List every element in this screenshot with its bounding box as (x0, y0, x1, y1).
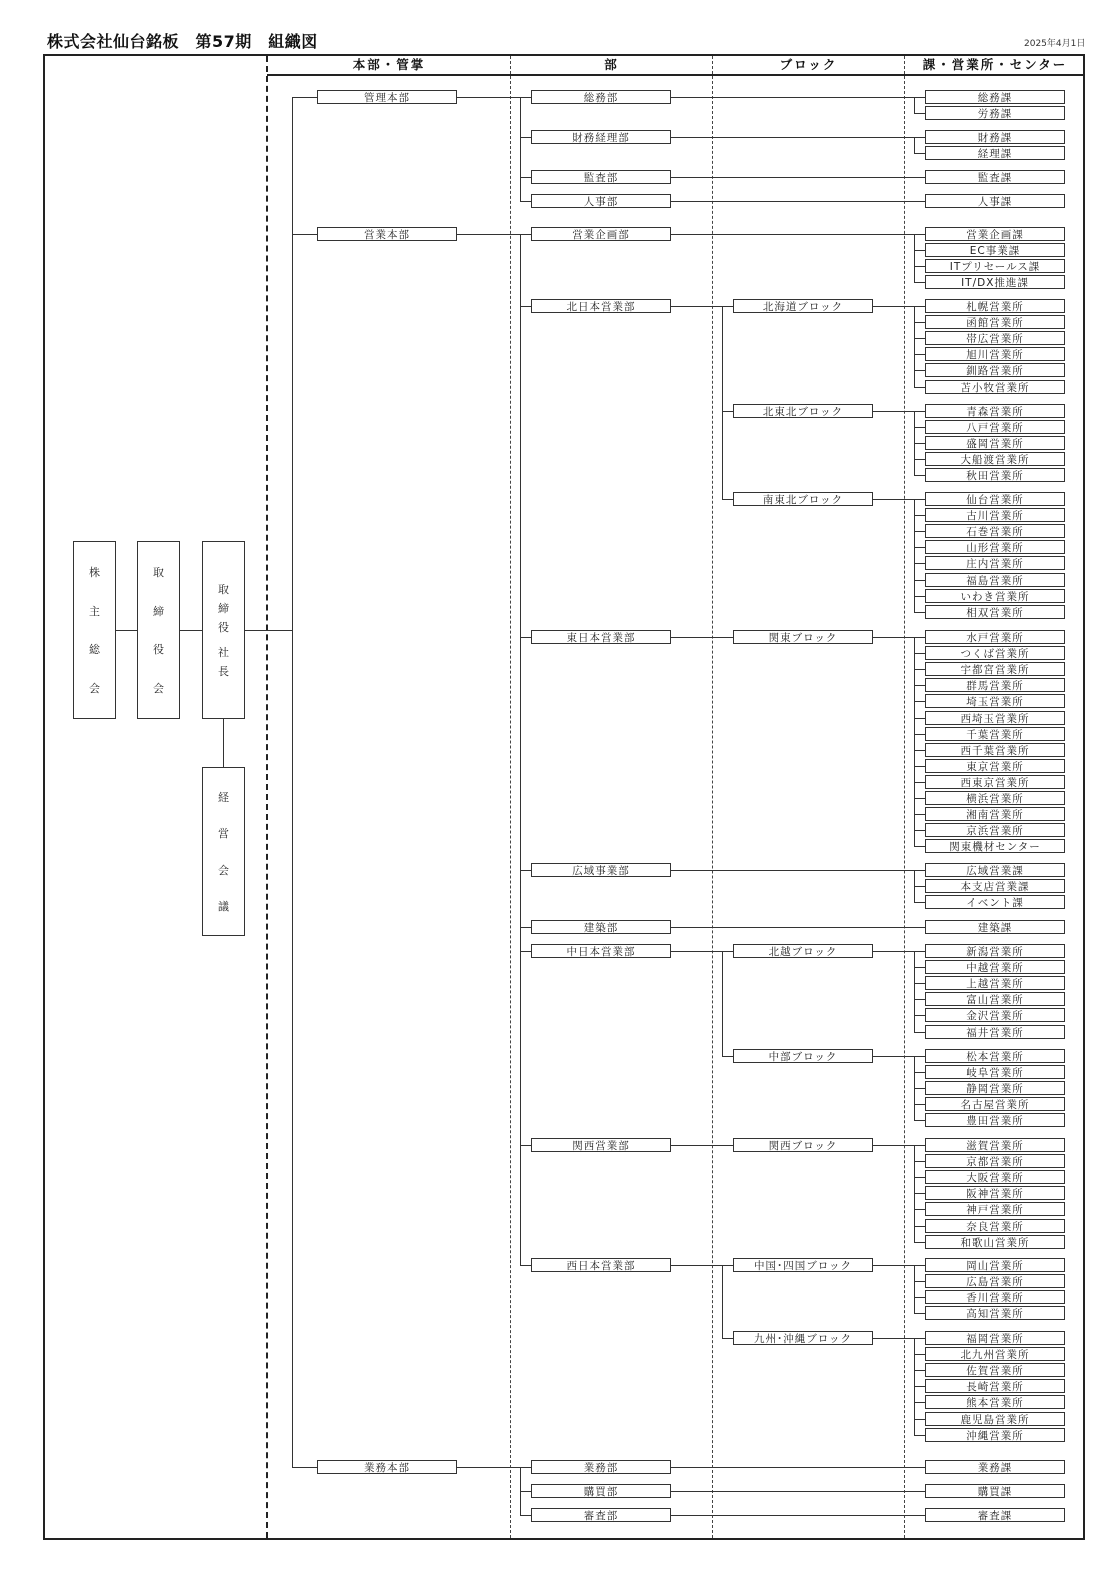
section-connector (914, 153, 925, 154)
block-box: 中国･四国ブロック (733, 1258, 873, 1272)
section-connector (914, 1209, 925, 1210)
honbu-connector (292, 97, 317, 98)
section-spine-line (914, 97, 915, 113)
section-box: 北九州営業所 (925, 1347, 1065, 1361)
section-box: 名古屋営業所 (925, 1097, 1065, 1111)
section-connector (914, 547, 925, 548)
section-box: 鹿児島営業所 (925, 1412, 1065, 1426)
to-section-line (873, 499, 925, 500)
department-box: 財務経理部 (531, 130, 671, 144)
section-connector (914, 1281, 925, 1282)
section-box: 業務課 (925, 1460, 1065, 1474)
section-connector (914, 596, 925, 597)
to-section-line (873, 637, 925, 638)
column-header-ka: 課・営業所・センター (922, 57, 1068, 72)
section-connector (914, 387, 925, 388)
section-connector (914, 685, 925, 686)
section-box: 函館営業所 (925, 315, 1065, 329)
department-box: 業務部 (531, 1460, 671, 1474)
section-box: 石巻営業所 (925, 524, 1065, 538)
column-divider-governance (266, 56, 268, 1538)
to-section-line (671, 1491, 925, 1492)
section-box: 旭川営業所 (925, 347, 1065, 361)
section-box: 東京営業所 (925, 759, 1065, 773)
section-box: 群馬営業所 (925, 678, 1065, 692)
section-connector (914, 1242, 925, 1243)
department-connector (520, 137, 531, 138)
department-to-block-line (671, 1145, 733, 1146)
section-connector (914, 718, 925, 719)
to-section-line (873, 1056, 925, 1057)
to-section-line (873, 306, 925, 307)
section-box: 京都営業所 (925, 1154, 1065, 1168)
section-box: 苫小牧営業所 (925, 380, 1065, 394)
section-box: 香川営業所 (925, 1290, 1065, 1304)
department-box: 購買部 (531, 1484, 671, 1498)
section-spine-line (914, 951, 915, 1032)
section-box: 経理課 (925, 146, 1065, 160)
section-box: 青森営業所 (925, 404, 1065, 418)
section-box: 西千葉営業所 (925, 743, 1065, 757)
section-connector (914, 1419, 925, 1420)
section-box: 松本営業所 (925, 1049, 1065, 1063)
section-connector (914, 338, 925, 339)
department-connector (520, 1491, 531, 1492)
section-box: 上越営業所 (925, 976, 1065, 990)
section-box: 岐阜営業所 (925, 1065, 1065, 1079)
block-box: 関東ブロック (733, 630, 873, 644)
section-connector (914, 266, 925, 267)
section-box: 相双営業所 (925, 605, 1065, 619)
section-box: 福井営業所 (925, 1025, 1065, 1039)
block-box: 北海道ブロック (733, 299, 873, 313)
section-box: 滋賀営業所 (925, 1138, 1065, 1152)
section-box: EC事業課 (925, 243, 1065, 257)
department-connector (520, 1467, 531, 1468)
section-box: IT/DX推進課 (925, 275, 1065, 289)
section-box: 高知営業所 (925, 1306, 1065, 1320)
section-connector (914, 782, 925, 783)
department-box: 中日本営業部 (531, 944, 671, 958)
department-box: 広域事業部 (531, 863, 671, 877)
department-spine-line (520, 97, 521, 201)
block-connector (722, 1338, 733, 1339)
section-box: 山形営業所 (925, 540, 1065, 554)
section-box: 長崎営業所 (925, 1379, 1065, 1393)
block-spine-line (722, 951, 723, 1056)
section-box: 熊本営業所 (925, 1395, 1065, 1409)
department-box: 建築部 (531, 920, 671, 934)
section-box: 豊田営業所 (925, 1113, 1065, 1127)
block-box: 関西ブロック (733, 1138, 873, 1152)
to-section-line (671, 927, 925, 928)
section-connector (914, 113, 925, 114)
page-title: 株式会社仙台銘板 第57期 組織図 (47, 32, 318, 51)
to-section-line (671, 97, 925, 98)
section-box: 帯広営業所 (925, 331, 1065, 345)
section-connector (914, 798, 925, 799)
department-box: 審査部 (531, 1508, 671, 1522)
section-connector (914, 1386, 925, 1387)
section-connector (914, 443, 925, 444)
section-box: 京浜営業所 (925, 823, 1065, 837)
section-box: 西東京営業所 (925, 775, 1065, 789)
department-to-block-line (671, 306, 733, 307)
block-box: 北越ブロック (733, 944, 873, 958)
section-box: 建築課 (925, 920, 1065, 934)
department-box: 関西営業部 (531, 1138, 671, 1152)
section-box: 営業企画課 (925, 227, 1065, 241)
honbu-spine-line (292, 97, 293, 1467)
shareholders-meeting-box: 株 主 総 会 (73, 541, 116, 719)
connector-line (245, 630, 292, 631)
board-of-directors-box: 取 締 役 会 (137, 541, 180, 719)
to-section-line (873, 1145, 925, 1146)
section-connector (914, 734, 925, 735)
section-box: 岡山営業所 (925, 1258, 1065, 1272)
section-box: 福島営業所 (925, 573, 1065, 587)
block-box: 九州･沖縄ブロック (733, 1331, 873, 1345)
section-connector (914, 475, 925, 476)
block-connector (722, 411, 733, 412)
section-connector (914, 1120, 925, 1121)
to-section-line (671, 1515, 925, 1516)
honbu-connector (292, 234, 317, 235)
section-connector (914, 830, 925, 831)
section-connector (914, 250, 925, 251)
section-box: 静岡営業所 (925, 1081, 1065, 1095)
department-spine-line (520, 234, 521, 1265)
section-connector (914, 1032, 925, 1033)
section-box: 関東機材センター (925, 839, 1065, 853)
department-box: 人事部 (531, 194, 671, 208)
section-connector (914, 459, 925, 460)
section-connector (914, 354, 925, 355)
issue-date: 2025年4月1日 (1024, 39, 1086, 49)
department-connector (520, 1515, 531, 1516)
department-connector (520, 951, 531, 952)
section-box: 横浜営業所 (925, 791, 1065, 805)
honbu-box: 管理本部 (317, 90, 457, 104)
block-connector (722, 499, 733, 500)
to-section-line (873, 411, 925, 412)
department-box: 西日本営業部 (531, 1258, 671, 1272)
section-box: 新潟営業所 (925, 944, 1065, 958)
section-box: 仙台営業所 (925, 492, 1065, 506)
section-box: ITプリセールス課 (925, 259, 1065, 273)
section-box: 八戸営業所 (925, 420, 1065, 434)
section-box: 審査課 (925, 1508, 1065, 1522)
column-divider-block (904, 56, 905, 1538)
section-box: 宇都宮営業所 (925, 662, 1065, 676)
column-header-bu: 部 (604, 57, 619, 72)
section-connector (914, 282, 925, 283)
honbu-box: 営業本部 (317, 227, 457, 241)
department-box: 営業企画部 (531, 227, 671, 241)
management-meeting-box: 経 営 会 議 (202, 767, 245, 936)
section-connector (914, 1015, 925, 1016)
to-section-line (671, 234, 925, 235)
section-box: 埼玉営業所 (925, 694, 1065, 708)
section-box: 秋田営業所 (925, 468, 1065, 482)
column-header-block: ブロック (779, 57, 838, 72)
section-connector (914, 750, 925, 751)
block-box: 北東北ブロック (733, 404, 873, 418)
department-connector (520, 97, 531, 98)
section-connector (914, 322, 925, 323)
to-section-line (671, 201, 925, 202)
section-connector (914, 653, 925, 654)
to-section-line (873, 951, 925, 952)
department-connector (520, 201, 531, 202)
department-box: 監査部 (531, 170, 671, 184)
to-section-line (671, 177, 925, 178)
section-box: 阪神営業所 (925, 1186, 1065, 1200)
section-box: 西埼玉営業所 (925, 711, 1065, 725)
section-box: 広島営業所 (925, 1274, 1065, 1288)
honbu-connector (292, 1467, 317, 1468)
section-box: イベント課 (925, 895, 1065, 909)
section-box: 本支店営業課 (925, 879, 1065, 893)
section-box: 千葉営業所 (925, 727, 1065, 741)
section-connector (914, 846, 925, 847)
section-connector (914, 1402, 925, 1403)
section-box: 人事課 (925, 194, 1065, 208)
section-connector (914, 1435, 925, 1436)
section-box: 盛岡営業所 (925, 436, 1065, 450)
to-section-line (671, 1467, 925, 1468)
section-box: 福岡営業所 (925, 1331, 1065, 1345)
department-connector (520, 637, 531, 638)
connector-line (116, 630, 137, 631)
column-header-honbu: 本部・管掌 (352, 57, 426, 72)
section-box: 釧路営業所 (925, 363, 1065, 377)
section-box: 佐賀営業所 (925, 1363, 1065, 1377)
department-to-block-line (671, 1265, 733, 1266)
section-spine-line (914, 137, 915, 153)
department-connector (520, 177, 531, 178)
section-connector (914, 531, 925, 532)
department-box: 東日本営業部 (531, 630, 671, 644)
department-to-block-line (671, 637, 733, 638)
department-connector (520, 306, 531, 307)
section-connector (914, 370, 925, 371)
section-connector (914, 1177, 925, 1178)
section-box: 沖縄営業所 (925, 1428, 1065, 1442)
block-connector (722, 1056, 733, 1057)
section-connector (914, 701, 925, 702)
section-box: 広域営業課 (925, 863, 1065, 877)
section-connector (914, 1370, 925, 1371)
department-connector (520, 234, 531, 235)
section-box: いわき営業所 (925, 589, 1065, 603)
department-box: 北日本営業部 (531, 299, 671, 313)
department-to-block-line (671, 951, 733, 952)
section-connector (914, 563, 925, 564)
section-box: 湘南営業所 (925, 807, 1065, 821)
section-connector (914, 515, 925, 516)
section-connector (914, 1354, 925, 1355)
section-box: 神戸営業所 (925, 1202, 1065, 1216)
section-spine-line (914, 306, 915, 387)
section-connector (914, 1226, 925, 1227)
section-box: 監査課 (925, 170, 1065, 184)
section-spine-line (914, 234, 915, 282)
section-connector (914, 814, 925, 815)
block-spine-line (722, 1265, 723, 1338)
president-box: 取 締 役 社 長 (202, 541, 245, 719)
department-connector (520, 927, 531, 928)
section-connector (914, 1297, 925, 1298)
section-connector (914, 669, 925, 670)
section-box: 和歌山営業所 (925, 1235, 1065, 1249)
section-connector (914, 1072, 925, 1073)
section-connector (914, 1104, 925, 1105)
to-section-line (671, 870, 925, 871)
section-connector (914, 1088, 925, 1089)
block-box: 南東北ブロック (733, 492, 873, 506)
section-connector (914, 999, 925, 1000)
section-box: 大船渡営業所 (925, 452, 1065, 466)
section-box: 金沢営業所 (925, 1008, 1065, 1022)
section-box: 財務課 (925, 130, 1065, 144)
to-section-line (873, 1265, 925, 1266)
section-box: 水戸営業所 (925, 630, 1065, 644)
section-box: 中越営業所 (925, 960, 1065, 974)
section-box: 古川営業所 (925, 508, 1065, 522)
section-connector (914, 1193, 925, 1194)
header-rule (267, 74, 1085, 76)
section-connector (914, 983, 925, 984)
department-box: 総務部 (531, 90, 671, 104)
connector-line (223, 718, 224, 767)
section-connector (914, 902, 925, 903)
section-connector (914, 886, 925, 887)
section-connector (914, 766, 925, 767)
section-connector (914, 1161, 925, 1162)
section-connector (914, 967, 925, 968)
section-connector (914, 1313, 925, 1314)
department-connector (520, 1145, 531, 1146)
section-spine-line (914, 1265, 915, 1313)
department-connector (520, 870, 531, 871)
section-box: 庄内営業所 (925, 556, 1065, 570)
section-box: 労務課 (925, 106, 1065, 120)
section-box: つくば営業所 (925, 646, 1065, 660)
column-divider-bu (712, 56, 713, 1538)
section-box: 札幌営業所 (925, 299, 1065, 313)
section-box: 富山営業所 (925, 992, 1065, 1006)
block-box: 中部ブロック (733, 1049, 873, 1063)
section-box: 大阪営業所 (925, 1170, 1065, 1184)
department-connector (520, 1265, 531, 1266)
section-box: 購買課 (925, 1484, 1065, 1498)
to-section-line (671, 137, 925, 138)
section-box: 総務課 (925, 90, 1065, 104)
section-box: 奈良営業所 (925, 1219, 1065, 1233)
section-connector (914, 612, 925, 613)
section-connector (914, 427, 925, 428)
connector-line (180, 630, 202, 631)
section-connector (914, 580, 925, 581)
column-divider-honbu (510, 56, 511, 1538)
honbu-box: 業務本部 (317, 1460, 457, 1474)
block-spine-line (722, 306, 723, 499)
to-section-line (873, 1338, 925, 1339)
